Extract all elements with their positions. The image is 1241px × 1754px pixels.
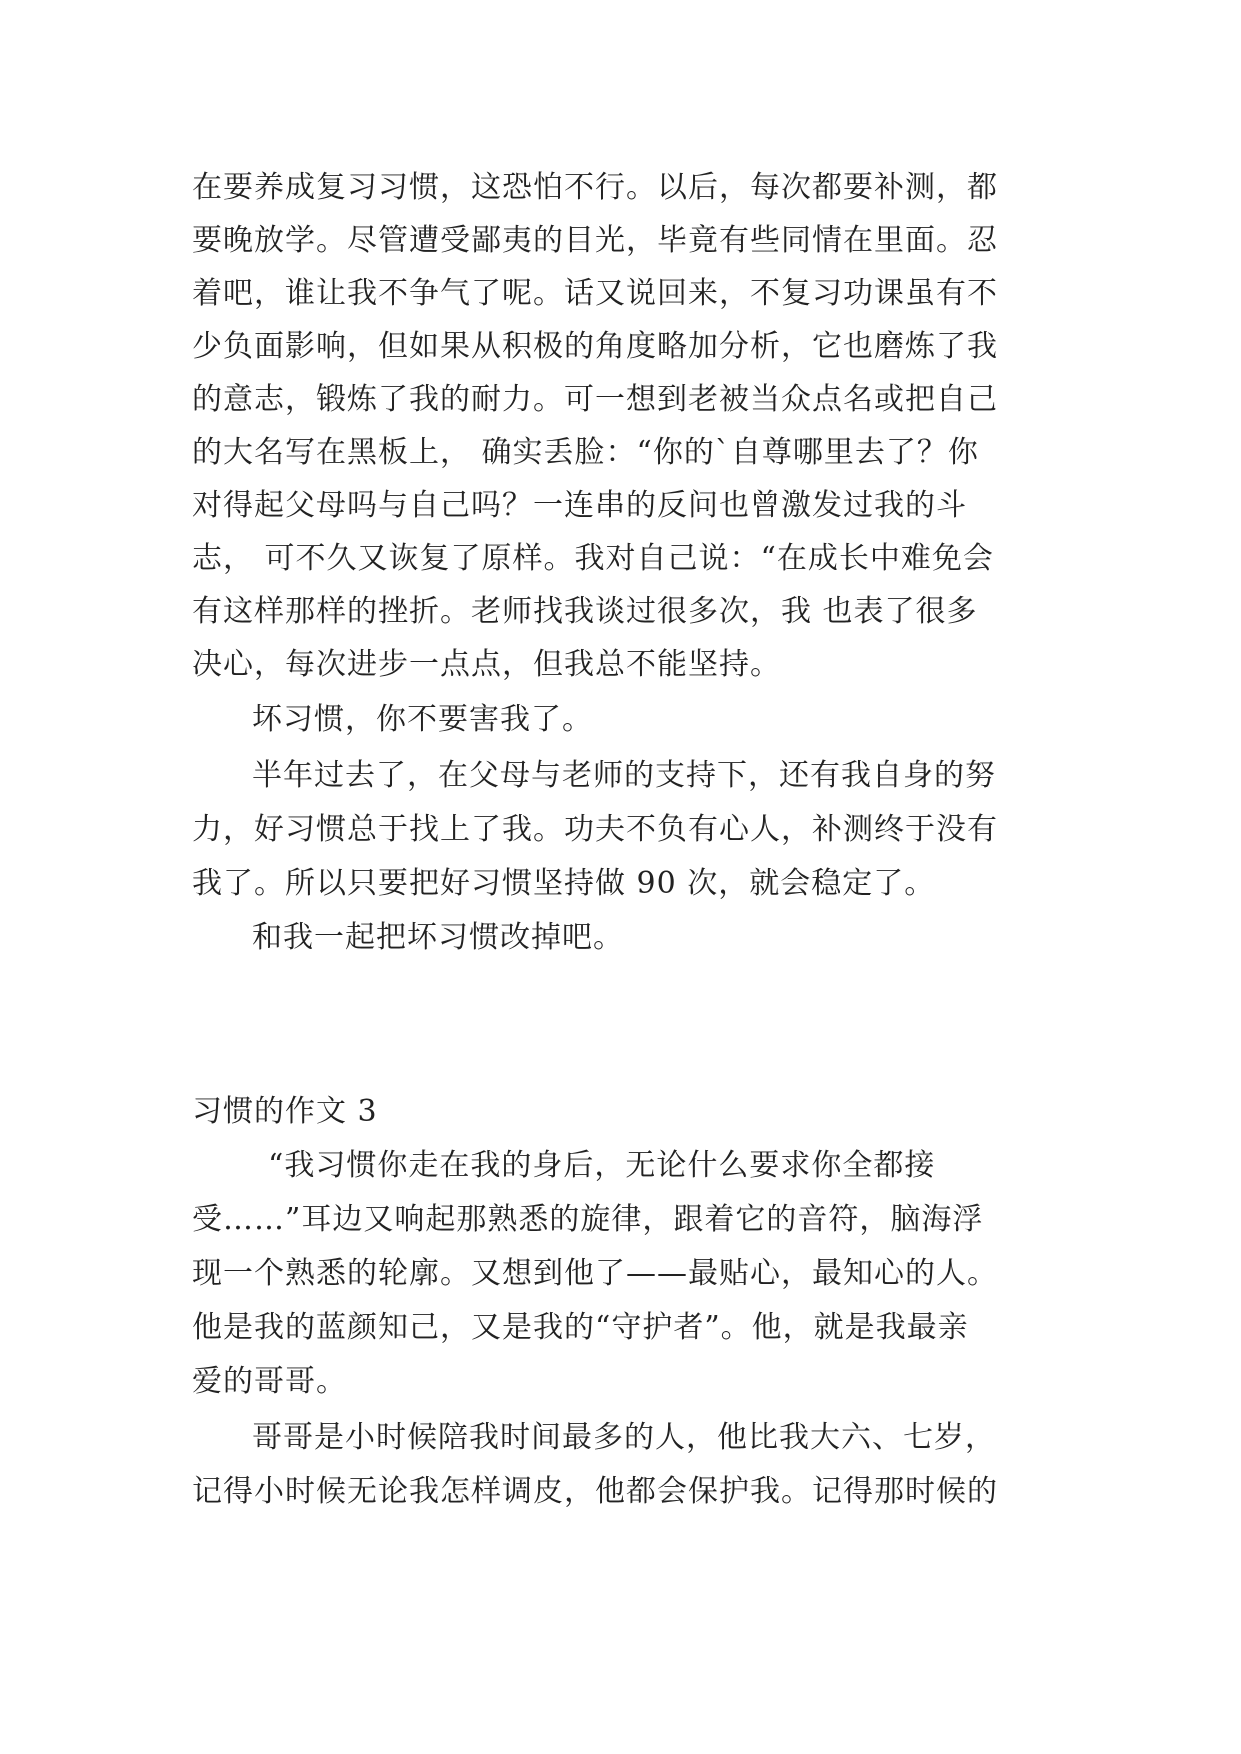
text-line: 他是我的蓝颜知己，又是我的“守护者”。他，就是我最亲 xyxy=(192,1310,969,1345)
text-line: 决心，每次进步一点点，但我总不能坚持。 xyxy=(192,647,781,682)
text-line: 现一个熟悉的轮廓。又想到他了——最贴心，最知心的人。 xyxy=(192,1256,998,1291)
text-line: 志， 可不久又诙复了原样。我对自己说：“在成长中难免会 xyxy=(192,541,994,576)
text-line: 力，好习惯总于找上了我。功夫不负有心人，补测终于没有 xyxy=(192,812,998,847)
text-line: 要晚放学。尽管遭受鄙夷的目光，毕竟有些同情在里面。忍 xyxy=(192,223,998,258)
text-line: 着吧，谁让我不争气了呢。话又说回来，不复习功课虽有不 xyxy=(192,276,998,311)
text-line: 哥哥是小时候陪我时间最多的人，他比我大六、七岁， xyxy=(252,1420,996,1455)
paragraph-bad-habit: 坏习惯，你不要害我了。 xyxy=(252,702,593,737)
text-line: 受……”耳边又响起那熟悉的旋律，跟着它的音符，脑海浮 xyxy=(192,1202,984,1237)
text-line: 爱的哥哥。 xyxy=(192,1364,347,1399)
text-line: 的意志，锻炼了我的耐力。可一想到老被当众点名或把自己 xyxy=(192,382,998,417)
text-line: 半年过去了，在父母与老师的支持下，还有我自身的努 xyxy=(252,758,996,793)
paragraph-together: 和我一起把坏习惯改掉吧。 xyxy=(252,920,624,955)
essay-heading: 习惯的作文 3 xyxy=(192,1094,378,1129)
text-line: 记得小时候无论我怎样调皮，他都会保护我。记得那时候的 xyxy=(192,1474,998,1509)
text-line: 的大名写在黑板上， 确实丢脸：“你的`自尊哪里去了？你 xyxy=(192,435,979,470)
text-line: 在要养成复习习惯，这恐怕不行。以后，每次都要补测，都 xyxy=(192,170,998,205)
text-line: 我了。所以只要把好习惯坚持做 90 次，就会稳定了。 xyxy=(192,866,936,901)
text-line: “我习惯你走在我的身后，无论什么要求你全都接 xyxy=(268,1148,936,1183)
text-line: 对得起父母吗与自己吗？一连串的反问也曾激发过我的斗 xyxy=(192,488,967,523)
text-line: 有这样那样的挫折。老师找我谈过很多次，我 也表了很多 xyxy=(192,594,978,629)
text-line: 少负面影响，但如果从积极的角度略加分析，它也磨炼了我 xyxy=(192,329,998,364)
